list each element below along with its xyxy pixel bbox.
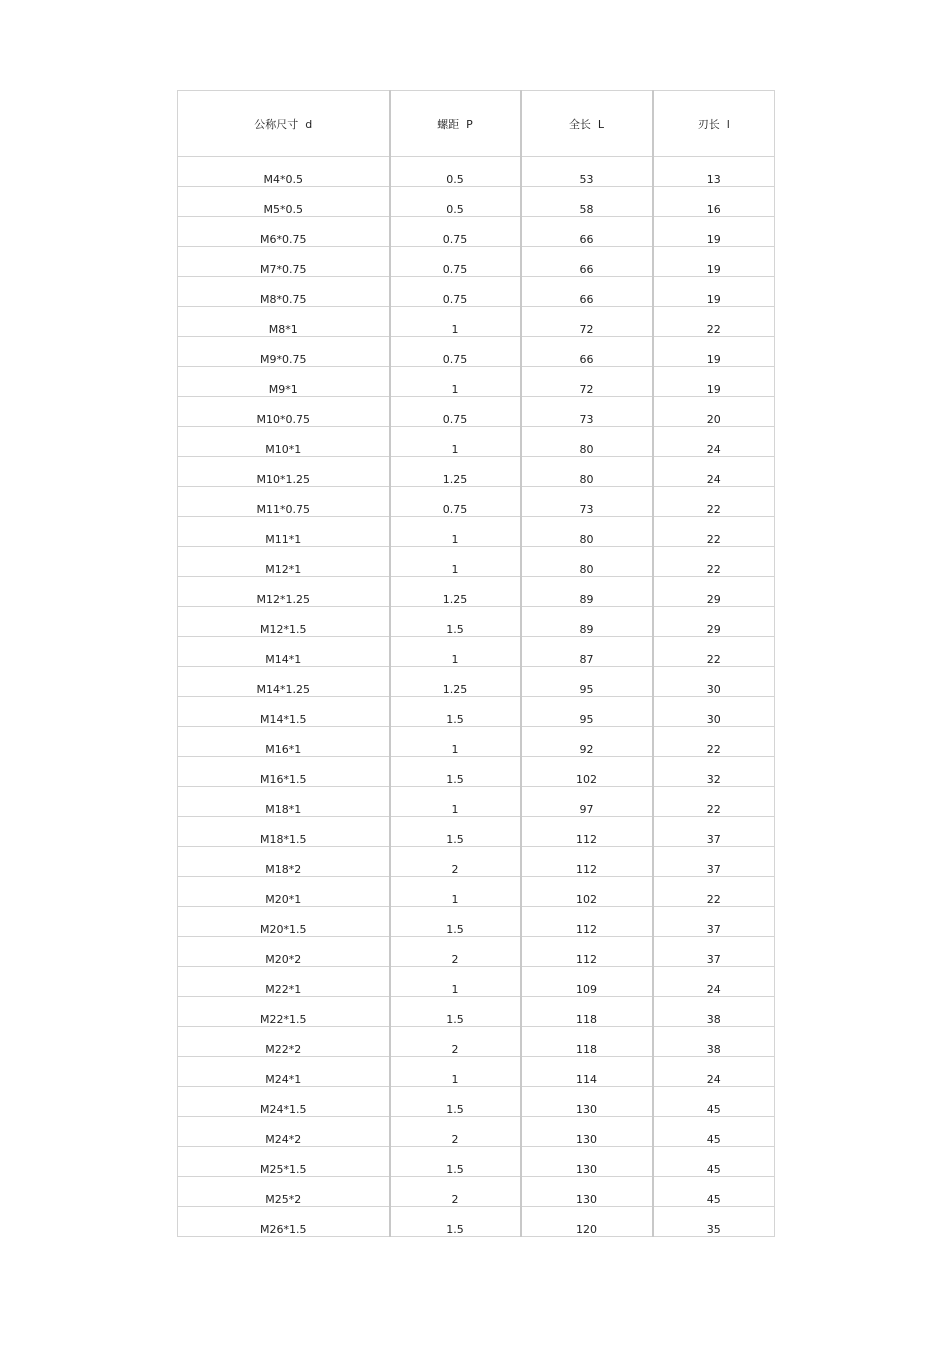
table-row <box>178 367 775 397</box>
cell-pitch: 1.5 <box>390 757 521 787</box>
cell-blade-length: 19 <box>653 337 775 367</box>
cell-nominal-size: M24*1.5 <box>178 1087 390 1117</box>
cell-blade-length: 19 <box>653 367 775 397</box>
table-header-row <box>178 91 775 157</box>
cell-blade-length: 29 <box>653 577 775 607</box>
cell-pitch: 0.75 <box>390 247 521 277</box>
cell-pitch: 1 <box>390 787 521 817</box>
cell-nominal-size: M16*1 <box>178 727 390 757</box>
cell-pitch: 1 <box>390 367 521 397</box>
cell-blade-length: 22 <box>653 547 775 577</box>
cell-pitch: 1.5 <box>390 1207 521 1237</box>
cell-pitch: 1 <box>390 637 521 667</box>
table-row <box>178 907 775 937</box>
cell-blade-length: 45 <box>653 1177 775 1207</box>
cell-total-length: 80 <box>521 517 653 547</box>
cell-pitch: 2 <box>390 937 521 967</box>
table-row <box>178 1177 775 1207</box>
cell-blade-length: 24 <box>653 457 775 487</box>
cell-blade-length: 45 <box>653 1117 775 1147</box>
cell-nominal-size: M10*1.25 <box>178 457 390 487</box>
cell-total-length: 73 <box>521 487 653 517</box>
header-blade-length: 刃长 l <box>653 91 775 157</box>
cell-pitch: 1.5 <box>390 997 521 1027</box>
cell-nominal-size: M12*1 <box>178 547 390 577</box>
cell-blade-length: 22 <box>653 307 775 337</box>
table-row <box>178 157 775 187</box>
cell-blade-length: 37 <box>653 937 775 967</box>
table-row <box>178 487 775 517</box>
cell-total-length: 66 <box>521 247 653 277</box>
table-row <box>178 757 775 787</box>
cell-blade-length: 22 <box>653 517 775 547</box>
cell-nominal-size: M16*1.5 <box>178 757 390 787</box>
table-row <box>178 877 775 907</box>
cell-total-length: 102 <box>521 877 653 907</box>
cell-blade-length: 22 <box>653 727 775 757</box>
cell-blade-length: 37 <box>653 907 775 937</box>
cell-blade-length: 19 <box>653 277 775 307</box>
cell-total-length: 118 <box>521 1027 653 1057</box>
cell-pitch: 1.5 <box>390 1087 521 1117</box>
cell-blade-length: 22 <box>653 787 775 817</box>
cell-pitch: 1.25 <box>390 667 521 697</box>
table-row <box>178 607 775 637</box>
table-row <box>178 517 775 547</box>
cell-nominal-size: M20*1 <box>178 877 390 907</box>
table-row <box>178 967 775 997</box>
cell-total-length: 130 <box>521 1117 653 1147</box>
cell-blade-length: 19 <box>653 217 775 247</box>
cell-blade-length: 35 <box>653 1207 775 1237</box>
thread-tap-spec-table <box>177 90 775 1237</box>
table-row <box>178 637 775 667</box>
cell-pitch: 0.75 <box>390 337 521 367</box>
cell-nominal-size: M5*0.5 <box>178 187 390 217</box>
cell-total-length: 89 <box>521 607 653 637</box>
cell-pitch: 1 <box>390 427 521 457</box>
cell-total-length: 95 <box>521 667 653 697</box>
cell-nominal-size: M4*0.5 <box>178 157 390 187</box>
table-row <box>178 247 775 277</box>
cell-nominal-size: M20*2 <box>178 937 390 967</box>
cell-pitch: 0.5 <box>390 187 521 217</box>
cell-total-length: 58 <box>521 187 653 217</box>
cell-pitch: 0.75 <box>390 217 521 247</box>
cell-pitch: 0.75 <box>390 277 521 307</box>
cell-total-length: 53 <box>521 157 653 187</box>
table-row <box>178 397 775 427</box>
cell-blade-length: 38 <box>653 997 775 1027</box>
cell-pitch: 1.5 <box>390 607 521 637</box>
cell-total-length: 66 <box>521 277 653 307</box>
cell-total-length: 95 <box>521 697 653 727</box>
cell-nominal-size: M12*1.5 <box>178 607 390 637</box>
cell-nominal-size: M12*1.25 <box>178 577 390 607</box>
cell-total-length: 66 <box>521 217 653 247</box>
cell-pitch: 1 <box>390 727 521 757</box>
cell-blade-length: 16 <box>653 187 775 217</box>
cell-total-length: 80 <box>521 457 653 487</box>
cell-nominal-size: M8*1 <box>178 307 390 337</box>
cell-blade-length: 24 <box>653 1057 775 1087</box>
cell-blade-length: 20 <box>653 397 775 427</box>
cell-total-length: 112 <box>521 817 653 847</box>
cell-nominal-size: M24*1 <box>178 1057 390 1087</box>
cell-total-length: 112 <box>521 907 653 937</box>
cell-pitch: 0.5 <box>390 157 521 187</box>
cell-total-length: 87 <box>521 637 653 667</box>
cell-blade-length: 29 <box>653 607 775 637</box>
table-row <box>178 1057 775 1087</box>
cell-blade-length: 37 <box>653 847 775 877</box>
cell-blade-length: 30 <box>653 697 775 727</box>
cell-pitch: 1 <box>390 307 521 337</box>
cell-pitch: 1 <box>390 517 521 547</box>
cell-total-length: 102 <box>521 757 653 787</box>
table-row <box>178 1027 775 1057</box>
header-pitch: 螺距 P <box>390 91 521 157</box>
cell-nominal-size: M22*2 <box>178 1027 390 1057</box>
cell-nominal-size: M9*1 <box>178 367 390 397</box>
table-row <box>178 277 775 307</box>
cell-nominal-size: M14*1 <box>178 637 390 667</box>
cell-total-length: 92 <box>521 727 653 757</box>
cell-nominal-size: M26*1.5 <box>178 1207 390 1237</box>
table-row <box>178 997 775 1027</box>
cell-pitch: 1 <box>390 1057 521 1087</box>
cell-total-length: 97 <box>521 787 653 817</box>
table-row <box>178 727 775 757</box>
cell-pitch: 1 <box>390 877 521 907</box>
cell-nominal-size: M18*2 <box>178 847 390 877</box>
table-row <box>178 187 775 217</box>
header-nominal-size: 公称尺寸 d <box>178 91 390 157</box>
cell-nominal-size: M11*1 <box>178 517 390 547</box>
cell-nominal-size: M22*1 <box>178 967 390 997</box>
cell-pitch: 2 <box>390 1177 521 1207</box>
table-row <box>178 787 775 817</box>
table-row <box>178 937 775 967</box>
table-row <box>178 307 775 337</box>
cell-blade-length: 45 <box>653 1147 775 1177</box>
cell-nominal-size: M10*0.75 <box>178 397 390 427</box>
table-row <box>178 577 775 607</box>
cell-nominal-size: M7*0.75 <box>178 247 390 277</box>
table-row <box>178 697 775 727</box>
cell-total-length: 109 <box>521 967 653 997</box>
cell-nominal-size: M9*0.75 <box>178 337 390 367</box>
cell-blade-length: 37 <box>653 817 775 847</box>
cell-blade-length: 22 <box>653 877 775 907</box>
cell-total-length: 112 <box>521 937 653 967</box>
cell-nominal-size: M18*1.5 <box>178 817 390 847</box>
cell-pitch: 0.75 <box>390 397 521 427</box>
table-row <box>178 337 775 367</box>
cell-nominal-size: M24*2 <box>178 1117 390 1147</box>
cell-blade-length: 22 <box>653 637 775 667</box>
cell-nominal-size: M18*1 <box>178 787 390 817</box>
table-row <box>178 427 775 457</box>
cell-nominal-size: M11*0.75 <box>178 487 390 517</box>
cell-pitch: 1.5 <box>390 1147 521 1177</box>
cell-total-length: 72 <box>521 367 653 397</box>
cell-blade-length: 13 <box>653 157 775 187</box>
cell-total-length: 118 <box>521 997 653 1027</box>
header-total-length: 全长 L <box>521 91 653 157</box>
table-row <box>178 1087 775 1117</box>
table-row <box>178 1207 775 1237</box>
cell-pitch: 1.5 <box>390 817 521 847</box>
table-row <box>178 667 775 697</box>
cell-nominal-size: M22*1.5 <box>178 997 390 1027</box>
cell-blade-length: 38 <box>653 1027 775 1057</box>
cell-nominal-size: M25*2 <box>178 1177 390 1207</box>
table-row <box>178 847 775 877</box>
cell-pitch: 1.5 <box>390 697 521 727</box>
cell-blade-length: 22 <box>653 487 775 517</box>
cell-nominal-size: M25*1.5 <box>178 1147 390 1177</box>
cell-pitch: 2 <box>390 1117 521 1147</box>
cell-blade-length: 24 <box>653 427 775 457</box>
cell-nominal-size: M14*1.25 <box>178 667 390 697</box>
cell-total-length: 80 <box>521 427 653 457</box>
cell-pitch: 1.25 <box>390 577 521 607</box>
cell-blade-length: 45 <box>653 1087 775 1117</box>
table-row <box>178 547 775 577</box>
cell-pitch: 2 <box>390 847 521 877</box>
cell-total-length: 120 <box>521 1207 653 1237</box>
cell-nominal-size: M20*1.5 <box>178 907 390 937</box>
cell-pitch: 0.75 <box>390 487 521 517</box>
cell-blade-length: 30 <box>653 667 775 697</box>
table-row <box>178 217 775 247</box>
cell-total-length: 80 <box>521 547 653 577</box>
cell-nominal-size: M10*1 <box>178 427 390 457</box>
cell-total-length: 66 <box>521 337 653 367</box>
cell-total-length: 89 <box>521 577 653 607</box>
cell-blade-length: 19 <box>653 247 775 277</box>
cell-pitch: 2 <box>390 1027 521 1057</box>
cell-blade-length: 32 <box>653 757 775 787</box>
cell-total-length: 130 <box>521 1177 653 1207</box>
cell-total-length: 112 <box>521 847 653 877</box>
cell-total-length: 130 <box>521 1147 653 1177</box>
cell-pitch: 1.25 <box>390 457 521 487</box>
cell-blade-length: 24 <box>653 967 775 997</box>
cell-pitch: 1 <box>390 547 521 577</box>
table-row <box>178 1147 775 1177</box>
table-body <box>178 157 775 1237</box>
cell-nominal-size: M14*1.5 <box>178 697 390 727</box>
table-row <box>178 457 775 487</box>
cell-total-length: 72 <box>521 307 653 337</box>
cell-pitch: 1.5 <box>390 907 521 937</box>
cell-total-length: 130 <box>521 1087 653 1117</box>
cell-total-length: 73 <box>521 397 653 427</box>
cell-nominal-size: M6*0.75 <box>178 217 390 247</box>
cell-total-length: 114 <box>521 1057 653 1087</box>
cell-nominal-size: M8*0.75 <box>178 277 390 307</box>
table-row <box>178 817 775 847</box>
cell-pitch: 1 <box>390 967 521 997</box>
table-row <box>178 1117 775 1147</box>
